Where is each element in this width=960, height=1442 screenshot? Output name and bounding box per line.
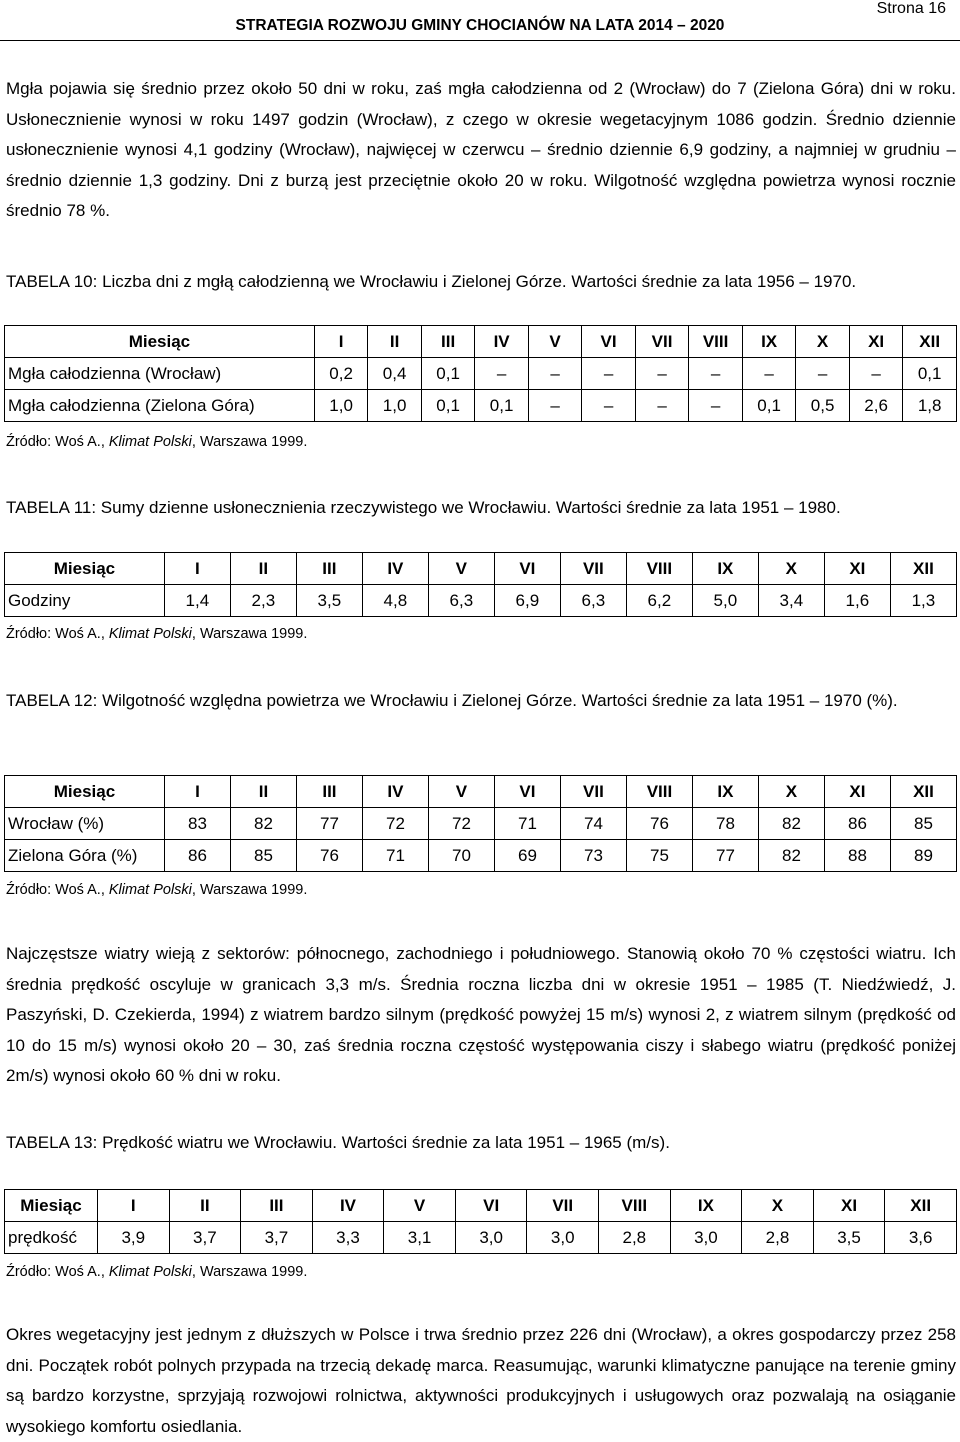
table-row (5, 840, 957, 872)
table-cell: 82 (230, 808, 296, 840)
header-cell-month: IX (742, 326, 796, 358)
header-cell-month: I (97, 1190, 169, 1222)
table-cell: 3,5 (813, 1222, 885, 1254)
table-cell: 86 (824, 808, 890, 840)
table-cell: 77 (296, 808, 362, 840)
header-cell-month: V (528, 326, 581, 358)
table13-caption: TABELA 13: Prędkość wiatru we Wrocławiu. Wartości średnie za lata 1951 – 1965 (m/s). (6, 1133, 670, 1152)
table-cell: 1,6 (824, 585, 890, 617)
header-cell-month: VII (527, 1190, 599, 1222)
header-divider (0, 40, 960, 41)
row-label: Godziny (5, 585, 165, 617)
source-prefix: Źródło: Woś A., (6, 882, 109, 898)
header-cell-month: IV (312, 1190, 384, 1222)
table-cell: 1,0 (368, 390, 422, 422)
table-cell: 89 (890, 840, 956, 872)
table12-caption: TABELA 12: Wilgotność względna powietrza we Wrocławiu i Zielonej Górze. Wartości średnie za lata 1951 – 1970 (%). (6, 691, 898, 710)
header-cell-month-label: Miesiąc (5, 326, 315, 358)
source-suffix: , Warszawa 1999. (191, 882, 308, 898)
row-label: Zielona Góra (%) (5, 840, 165, 872)
header-cell-month: VIII (626, 776, 692, 808)
paragraph-wind: Najczęstsze wiatry wieją z sektorów: północnego, zachodniego i południowego. Stanowią około 70 % częstości wiatru. Ich średnia prędkość oscyluje w granicach 3,3 m/s. Średnia roczna liczba dni w okresie 1951 – 1985 (T. Niedźwiedź, J. Paszyński, D. Czekierda, 1994) z wiatrem bardzo silnym (prędkość powyżej 15 m/s) wynosi 2, z wiatrem silnym (prędkość od 10 do 15 m/s) wynosi około 20 – 30, zaś średnia roczna częstość występowania ciszy i słabego wiatru (prędkość poniżej 2m/s) wynosi około 60 % dni w roku. (6, 944, 956, 1085)
header-cell-month: V (428, 776, 494, 808)
header-cell-month: III (296, 553, 362, 585)
table-cell: – (582, 390, 635, 422)
table-cell: 0,4 (368, 358, 422, 390)
table-cell: – (582, 358, 635, 390)
table-cell: 82 (758, 808, 824, 840)
source-suffix: , Warszawa 1999. (191, 434, 308, 450)
table-cell: – (849, 358, 903, 390)
header-cell-month: VI (455, 1190, 527, 1222)
table-cell: 5,0 (692, 585, 758, 617)
table-cell: – (742, 358, 796, 390)
table-cell: 0,1 (903, 358, 957, 390)
table11-source (6, 626, 307, 642)
table-cell: 6,2 (626, 585, 692, 617)
table11-caption: TABELA 11: Sumy dzienne usłonecznienia rzeczywistego we Wrocławiu. Wartości średnie za lata 1951 – 1980. (6, 498, 841, 517)
source-prefix: Źródło: Woś A., (6, 1264, 109, 1280)
source-title: Klimat Polski (108, 434, 192, 450)
table-cell: – (635, 390, 689, 422)
table-cell: 77 (692, 840, 758, 872)
header-cell-month: IX (670, 1190, 742, 1222)
table11-sunshine-hours (4, 552, 957, 617)
source-title: Klimat Polski (108, 1264, 192, 1280)
table-row (5, 808, 957, 840)
header-cell-month: IV (475, 326, 529, 358)
table-header-row (5, 1190, 957, 1222)
header-cell-month: X (758, 776, 824, 808)
header-cell-month: VII (635, 326, 689, 358)
header-cell-month: VIII (689, 326, 743, 358)
table-cell: 2,8 (742, 1222, 814, 1254)
table-cell: 4,8 (362, 585, 428, 617)
header-cell-month: XI (824, 553, 890, 585)
table-cell: 85 (230, 840, 296, 872)
table-header-row (5, 553, 957, 585)
header-cell-month: I (164, 776, 230, 808)
table-header-row (5, 776, 957, 808)
table-row (5, 358, 957, 390)
header-cell-month: XI (813, 1190, 885, 1222)
row-label: Mgła całodzienna (Wrocław) (5, 358, 315, 390)
table-cell: 3,3 (312, 1222, 384, 1254)
table-cell: 0,1 (742, 390, 796, 422)
table-cell: 88 (824, 840, 890, 872)
table-cell: 76 (626, 808, 692, 840)
header-cell-month: VIII (626, 553, 692, 585)
header-cell-month: XII (903, 326, 957, 358)
table-cell: 3,0 (670, 1222, 742, 1254)
table-cell: 1,8 (903, 390, 957, 422)
header-cell-month: VII (560, 553, 626, 585)
table-cell: 3,5 (296, 585, 362, 617)
table12-source (6, 882, 307, 898)
header-cell-month: XII (890, 776, 956, 808)
table10-caption: TABELA 10: Liczba dni z mgłą całodzienną we Wrocławiu i Zielonej Górze. Wartości średnie za lata 1956 – 1970. (6, 272, 857, 291)
table-cell: 86 (164, 840, 230, 872)
table-cell: 78 (692, 808, 758, 840)
table-cell: 73 (560, 840, 626, 872)
table-cell: 2,6 (849, 390, 903, 422)
header-cell-month: IV (362, 776, 428, 808)
header-cell-month: XII (885, 1190, 957, 1222)
table-header-row (5, 326, 957, 358)
paragraph-vegetation: Okres wegetacyjny jest jednym z dłuższych w Polsce i trwa średnio przez 226 dni (Wrocław), a okres gospodarczy przez 258 dni. Początek robót polnych przypada na trzecią dekadę marca. Reasumując, warunki klimatyczne panujące na terenie gminy są bardzo korzystne, sprzyjają rozwojowi rolnictwa, aktywności produkcyjnych i usługowych oraz pozwalają na osiąganie wysokiego komfortu osiedlania. (6, 1325, 956, 1436)
table-cell: 2,3 (230, 585, 296, 617)
table-cell: 74 (560, 808, 626, 840)
header-cell-month-label: Miesiąc (5, 776, 165, 808)
table-cell: 3,4 (758, 585, 824, 617)
header-cell-month: II (169, 1190, 241, 1222)
table-row (5, 585, 957, 617)
table-cell: – (528, 358, 581, 390)
source-suffix: , Warszawa 1999. (191, 626, 308, 642)
header-cell-month: III (241, 1190, 313, 1222)
table-cell: – (475, 358, 529, 390)
header-cell-month: X (758, 553, 824, 585)
table12-humidity (4, 775, 957, 872)
source-prefix: Źródło: Woś A., (6, 434, 109, 450)
table-cell: – (528, 390, 581, 422)
header-cell-month: IX (692, 776, 758, 808)
header-cell-month: V (384, 1190, 456, 1222)
table-cell: 2,8 (599, 1222, 671, 1254)
table-cell: 72 (428, 808, 494, 840)
paragraph-fog-sunshine: Mgła pojawia się średnio przez około 50 dni w roku, zaś mgła całodzienna od 2 (Wrocław) do 7 (Zielona Góra) dni w roku. Usłonecznienie wynosi w roku 1497 godzin (Wrocław), z czego w okresie wegetacyjnym 1086 godzin. Średnio dziennie usłonecznienie wynosi 4,1 godziny (Wrocław), najwięcej w czerwcu – średnio dziennie 6,9 godziny, a najmniej w grudniu – średnio dziennie 1,3 godziny. Dni z burzą jest przeciętnie około 20 w roku. Wilgotność względna powietrza wynosi rocznie średnio 78 %. (6, 79, 956, 220)
table10-source (6, 434, 307, 450)
table-cell: 3,0 (455, 1222, 527, 1254)
table-cell: 3,0 (527, 1222, 599, 1254)
table-row (5, 390, 957, 422)
source-suffix: , Warszawa 1999. (191, 1264, 308, 1280)
table-cell: 70 (428, 840, 494, 872)
header-cell-month: III (296, 776, 362, 808)
table-cell: 0,1 (421, 358, 475, 390)
table-cell: 71 (362, 840, 428, 872)
document-header-title: STRATEGIA ROZWOJU GMINY CHOCIANÓW NA LATA 2014 – 2020 (235, 17, 725, 34)
table-cell: 3,7 (169, 1222, 241, 1254)
row-label: Wrocław (%) (5, 808, 165, 840)
header-cell-month: VI (582, 326, 635, 358)
header-cell-month: IX (692, 553, 758, 585)
table-cell: 0,1 (475, 390, 529, 422)
table-cell: 82 (758, 840, 824, 872)
header-cell-month: VII (560, 776, 626, 808)
header-cell-month: VI (494, 553, 560, 585)
header-cell-month: XI (849, 326, 903, 358)
header-cell-month: V (428, 553, 494, 585)
table-cell: 0,5 (796, 390, 850, 422)
table-cell: 6,3 (560, 585, 626, 617)
header-cell-month: X (796, 326, 850, 358)
source-prefix: Źródło: Woś A., (6, 626, 109, 642)
header-cell-month: I (314, 326, 368, 358)
source-title: Klimat Polski (108, 626, 192, 642)
row-label: prędkość (5, 1222, 98, 1254)
table-cell: 72 (362, 808, 428, 840)
source-title: Klimat Polski (108, 882, 192, 898)
table-cell: 1,3 (890, 585, 956, 617)
table-cell: 75 (626, 840, 692, 872)
header-cell-month: I (164, 553, 230, 585)
table-cell: 69 (494, 840, 560, 872)
table-row (5, 1222, 957, 1254)
header-cell-month: II (230, 553, 296, 585)
table-cell: 1,0 (314, 390, 368, 422)
header-cell-month-label: Miesiąc (5, 553, 165, 585)
header-cell-month: X (742, 1190, 814, 1222)
table-cell: – (689, 358, 743, 390)
table-cell: 6,3 (428, 585, 494, 617)
table-cell: 76 (296, 840, 362, 872)
table-cell: 6,9 (494, 585, 560, 617)
table-cell: 0,1 (421, 390, 475, 422)
header-cell-month: XII (890, 553, 956, 585)
header-cell-month: VIII (599, 1190, 671, 1222)
table-cell: – (689, 390, 743, 422)
table-cell: – (796, 358, 850, 390)
header-cell-month: II (368, 326, 422, 358)
table13-wind-speed (4, 1189, 957, 1254)
table13-source (6, 1264, 307, 1280)
header-cell-month: III (421, 326, 475, 358)
table-cell: 83 (164, 808, 230, 840)
table10-fog-days (4, 325, 957, 422)
table-cell: 3,9 (97, 1222, 169, 1254)
header-cell-month: II (230, 776, 296, 808)
page-number: Strona 16 (876, 0, 946, 17)
header-cell-month: XI (824, 776, 890, 808)
table-cell: 71 (494, 808, 560, 840)
table-cell: – (635, 358, 689, 390)
header-cell-month-label: Miesiąc (5, 1190, 98, 1222)
header-cell-month: VI (494, 776, 560, 808)
table-cell: 0,2 (314, 358, 368, 390)
row-label: Mgła całodzienna (Zielona Góra) (5, 390, 315, 422)
table-cell: 1,4 (164, 585, 230, 617)
table-cell: 3,1 (384, 1222, 456, 1254)
table-cell: 3,7 (241, 1222, 313, 1254)
table-cell: 85 (890, 808, 956, 840)
header-cell-month: IV (362, 553, 428, 585)
table-cell: 3,6 (885, 1222, 957, 1254)
